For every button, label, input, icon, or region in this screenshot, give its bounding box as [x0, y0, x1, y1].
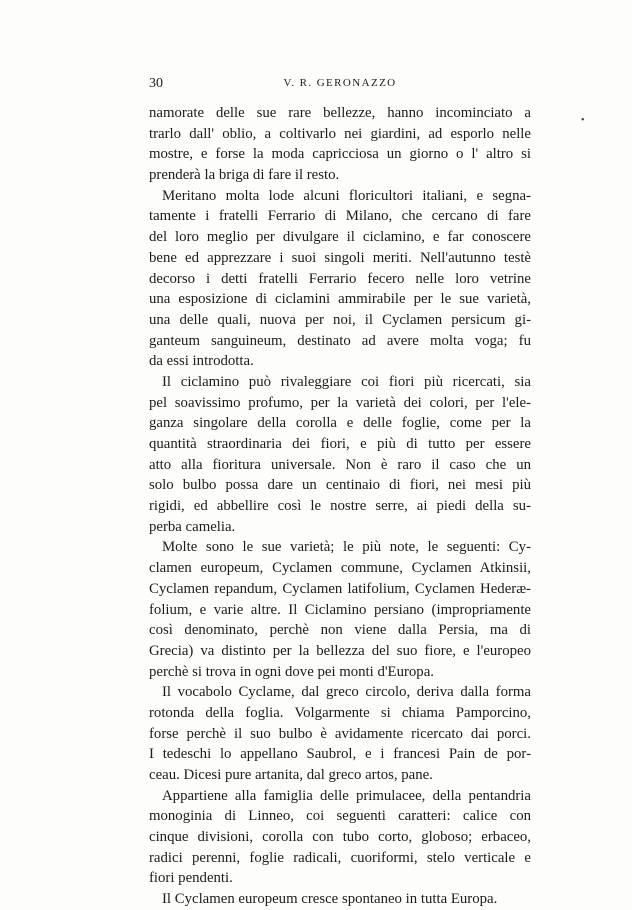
text-line: monoginia di Linneo, coi seguenti caratteri: calice con — [149, 808, 531, 825]
text-line: radici perenni, foglie radicali, cuoriformi, stelo verticale e — [149, 849, 531, 866]
text-line: rotonda della foglia. Volgarmente si chiama Pamporcino, — [149, 704, 531, 721]
text-line: solo bulbo possa dare un centinaio di fiori, nei mesi più — [149, 477, 531, 494]
text-line: Molte sono le sue varietà; le più note, le seguenti: Cy- — [162, 539, 531, 556]
text-line: quantità straordinaria dei fiori, e più di tutto per essere — [149, 436, 531, 452]
text-line: folium, e varie altre. Il Ciclamino persiano (impropriamente — [149, 601, 531, 618]
text-line: decorso i detti fratelli Ferrario fecero nelle loro vetrine — [149, 270, 531, 287]
text-line: perchè si trova in ogni dove pei monti d'Europa. — [149, 663, 434, 680]
text-line: Meritano molta lode alcuni floricultori italiani, e segna- — [162, 187, 531, 204]
text-line: fiori pendenti. — [149, 870, 233, 887]
text-line: atto alla fioritura universale. Non è raro il caso che un — [149, 456, 531, 473]
paragraph — [149, 786, 531, 889]
text-line: namorate delle sue rare bellezze, hanno incominciato a — [149, 105, 531, 121]
text-line: Il Cyclamen europeum cresce spontaneo in tutta Europa. — [162, 891, 498, 908]
text-line: prenderà la briga di fare il resto. — [149, 167, 340, 184]
text-line: ganza singolare della corolla e delle foglie, come per la — [149, 415, 531, 432]
text-line: Appartiene alla famiglia delle primulacee, della pentandria — [162, 787, 531, 804]
text-line: forse perchè il suo bulbo è avidamente ricercato dai porci. — [149, 725, 531, 742]
paragraph — [149, 372, 531, 538]
text-line: cinque divisioni, corolla con tubo corto, globoso; erbaceo, — [149, 829, 531, 846]
text-line: da essi introdotta. — [149, 353, 254, 370]
text-line: clamen europeum, Cyclamen commune, Cyclamen Atkinsii, — [149, 560, 531, 577]
text-line: pel soavissimo profumo, per la varietà dei colori, per l'ele- — [149, 394, 531, 411]
paragraph — [149, 889, 531, 910]
paragraph — [149, 537, 531, 682]
text-line: così denominato, perchè non viene dalla Persia, ma di — [149, 622, 531, 639]
paragraph — [149, 682, 531, 785]
text-line: Il vocabolo Cyclame, dal greco circolo, deriva dalla forma — [162, 684, 531, 701]
text-line: una delle quali, nuova per noi, il Cyclamen persicum gi- — [149, 311, 531, 328]
margin-speck: • — [581, 115, 585, 126]
text-line: Il ciclamino può rivaleggiare coi fiori più ricercati, sia — [162, 373, 531, 390]
text-line: ceau. Dicesi pure artanita, dal greco artos, pane. — [149, 767, 433, 783]
text-line: Cyclamen repandum, Cyclamen latifolium, Cyclamen Hederæ- — [149, 580, 531, 597]
text-line: del loro meglio per divulgare il ciclamino, e far conoscere — [149, 229, 531, 246]
text-line: perba camelia. — [149, 518, 236, 535]
page-body — [149, 103, 531, 910]
text-line: ganteum sanguineum, destinato ad avere molta voga; fu — [149, 332, 531, 349]
text-line: I tedeschi lo appellano Saubrol, e i francesi Pain de por- — [149, 746, 531, 763]
text-line: trarlo dall' oblio, a coltivarlo nei giardini, ad esporlo nelle — [149, 125, 531, 142]
text-line: una esposizione di ciclamini ammirabile per le sue varietà, — [149, 291, 531, 308]
paragraph — [149, 103, 531, 186]
paragraph — [149, 186, 531, 372]
page-number: 30 — [149, 76, 163, 91]
text-line: Grecia) va distinto per la bellezza del suo fiore, e l'europeo — [149, 642, 531, 659]
text-line: bene ed apprezzare i suoi singoli meriti. Nell'autunno testè — [149, 249, 531, 266]
text-line: tamente i fratelli Ferrario di Milano, che cercano di fare — [149, 208, 531, 225]
page-header — [149, 76, 531, 96]
text-line: mostre, e forse la moda capricciosa un giorno o l' altro si — [149, 146, 531, 163]
text-line: rigidi, ed abbellire così le nostre serre, ai piedi della su- — [149, 498, 531, 515]
running-title: V. R. GERONAZZO — [283, 77, 397, 89]
